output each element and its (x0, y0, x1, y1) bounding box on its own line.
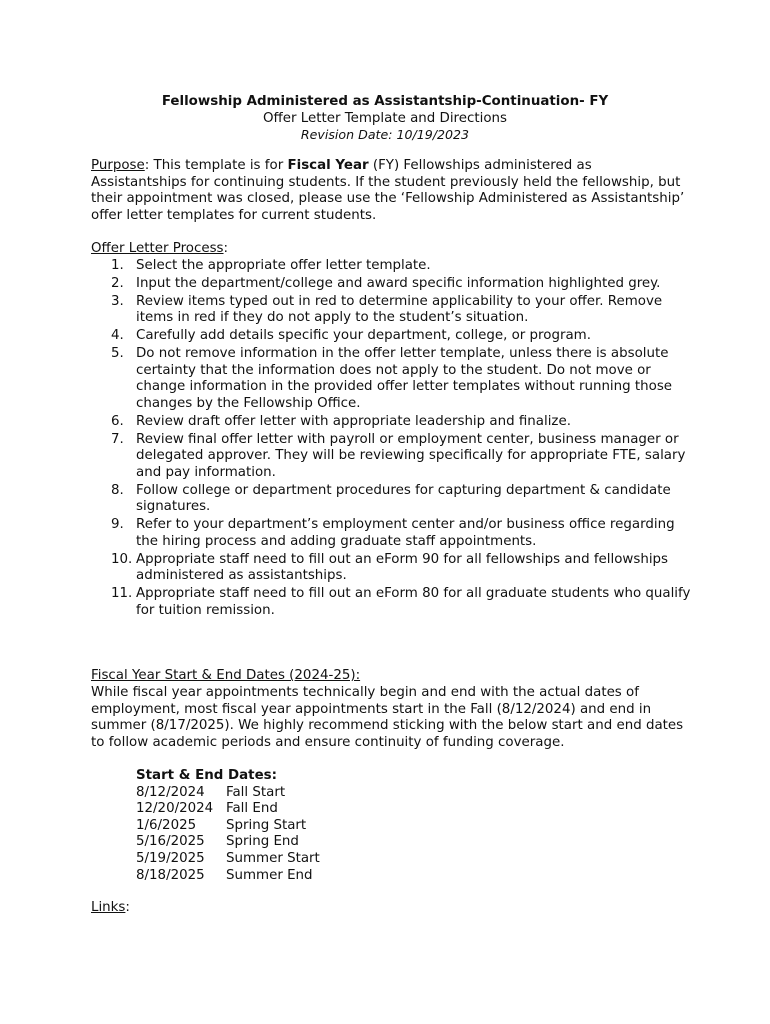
step-text: Carefully add details specific your department, college, or program. (136, 328, 591, 344)
process-label: Offer Letter Process (91, 241, 224, 256)
step-text: Do not remove information in the offer letter template, unless there is absolute certainty that the information does not apply to the student. Do not move or change information in the provided offer letter templates without running those changes by the Fellowship Office. (136, 346, 673, 411)
step-text: Follow college or department procedures for capturing department & candidate signatures. (136, 482, 671, 515)
step-text: Review draft offer letter with appropriate leadership and finalize. (136, 413, 571, 429)
purpose-text-rest: (FY) Fellowships administered as Assistantships for continuing students. If the student previously held the fellowship, but their appointment was closed, please use the ‘Fellowship Administered as Assistantship’ offer letter templates for current students. (91, 158, 685, 223)
fiscal-label: Fiscal Year Start & End Dates (2024-25): (91, 668, 361, 683)
list-item (91, 294, 691, 327)
document-subtitle: Offer Letter Template and Directions (262, 110, 507, 126)
list-item (91, 328, 691, 345)
list-item (91, 276, 691, 293)
step-number: 9. (111, 517, 124, 533)
purpose-paragraph (91, 158, 691, 224)
list-item (91, 586, 691, 619)
fiscal-year-paragraph: While fiscal year appointments technically begin and end with the actual dates of employment, most fiscal year appointments start in the Fall (8/12/2024) and end in summer (8/17/2025). We highly recommend sticking with the below start and end dates to follow academic periods and ensure continuity of funding coverage. (91, 685, 684, 750)
links-heading (91, 900, 691, 917)
step-text: Input the department/college and award specific information highlighted grey. (136, 275, 661, 291)
table-row (136, 851, 436, 868)
document-title: Fellowship Administered as Assistantship-Continuation- FY (161, 94, 609, 109)
step-text: Review items typed out in red to determine applicability to your offer. Remove items in red if they do not apply to the student’s situation. (136, 293, 663, 326)
list-item (91, 483, 691, 516)
step-number: 8. (111, 482, 124, 498)
step-number: 2. (111, 275, 124, 291)
list-item (91, 346, 691, 412)
step-text: Review final offer letter with payroll or employment center, business manager or delegated approver. They will be reviewing specifically for appropriate FTE, salary and pay information. (136, 431, 686, 480)
document-header (0, 94, 770, 143)
date-label: Summer End (226, 867, 313, 883)
date-label: Spring End (226, 834, 299, 850)
start-end-dates-table (136, 768, 436, 884)
step-text: Refer to your department’s employment center and/or business office regarding the hiring process and adding graduate staff appointments. (136, 517, 675, 549)
list-item (91, 517, 691, 550)
dates-title: Start & End Dates: (136, 768, 277, 783)
list-item (91, 258, 691, 275)
step-text: Appropriate staff need to fill out an eForm 80 for all graduate students who qualify for tuition remission. (136, 586, 691, 618)
date-value: 12/20/2024 (136, 801, 214, 817)
table-row (136, 834, 436, 851)
step-text: Select the appropriate offer letter template. (136, 258, 431, 273)
table-row (136, 785, 436, 802)
table-row (136, 868, 436, 885)
table-row (136, 801, 436, 818)
list-item (91, 552, 691, 585)
step-text: Appropriate staff need to fill out an eForm 90 for all fellowships and fellowships administered as assistantships. (136, 551, 669, 584)
table-row (136, 818, 436, 835)
process-colon: : (223, 241, 229, 256)
step-number: 5. (111, 346, 124, 362)
step-number: 3. (111, 293, 124, 309)
list-item (91, 432, 691, 482)
date-value: 1/6/2025 (136, 817, 197, 833)
step-number: 4. (111, 328, 124, 344)
revision-date: Revision Date: 10/19/2023 (300, 127, 470, 142)
purpose-label: Purpose (91, 158, 145, 173)
date-label: Fall End (226, 801, 278, 817)
date-label: Summer Start (226, 850, 320, 866)
fiscal-year-heading (91, 668, 691, 685)
step-number: 10. (111, 551, 133, 567)
date-label: Fall Start (226, 784, 286, 800)
step-number: 6. (111, 413, 124, 429)
date-value: 5/19/2025 (136, 850, 205, 866)
links-label: Links (91, 900, 126, 915)
offer-letter-process-heading (91, 241, 691, 258)
date-label: Spring Start (226, 817, 307, 833)
date-value: 8/18/2025 (136, 867, 205, 883)
links-colon: : (125, 900, 130, 915)
date-value: 8/12/2024 (136, 784, 205, 800)
step-number: 11. (111, 586, 133, 602)
list-item (91, 414, 691, 431)
process-steps-list (91, 258, 691, 621)
step-number: 7. (111, 431, 124, 447)
purpose-text-lead: : This template is for (144, 158, 288, 173)
purpose-bold-term: Fiscal Year (287, 158, 369, 173)
step-number: 1. (111, 258, 124, 273)
date-value: 5/16/2025 (136, 834, 205, 850)
